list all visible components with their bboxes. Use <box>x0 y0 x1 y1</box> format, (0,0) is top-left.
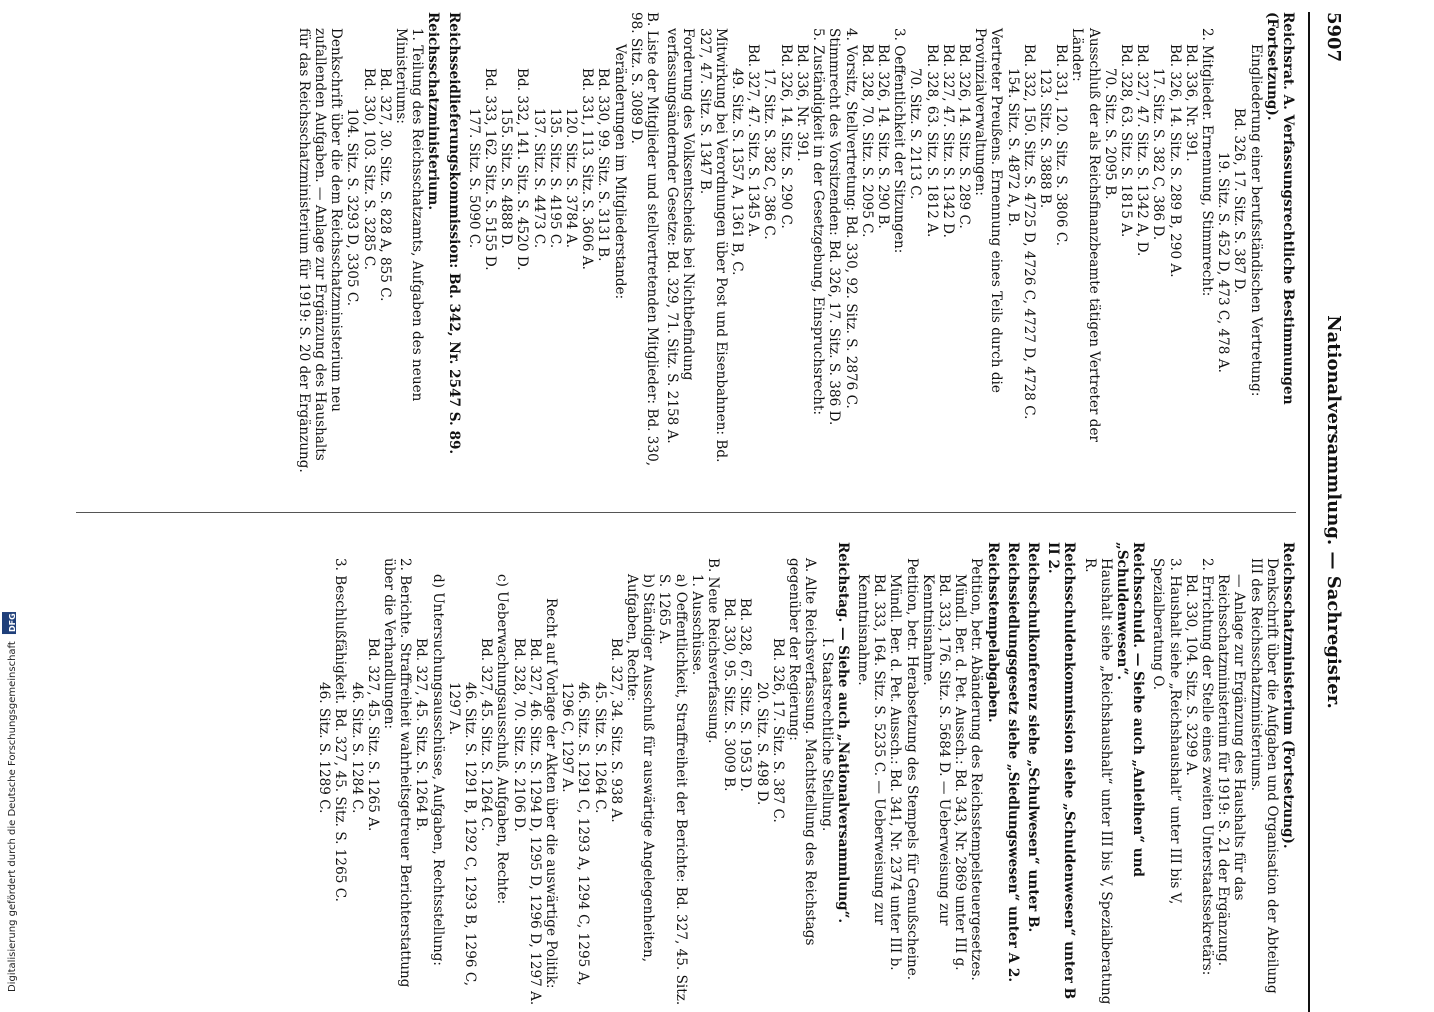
index-entry: Bd. 330, 99. Sitz. S. 3131 B. <box>595 68 612 262</box>
index-entry: Petition, betr. Abänderung des Reichsstempelsteuergesetzes. <box>968 558 985 981</box>
index-entry: b) Ständiger Ausschuß für auswärtige Angelegenheiten, Aufgaben, Rechte: <box>624 574 657 967</box>
index-entry: Bd. 333, 162. Sitz. S. 5155 D. <box>482 68 499 271</box>
index-entry: Reichsschulkonferenz siehe „Schulwesen“ unter B. <box>1024 542 1041 933</box>
index-entry: 17. Sitz. S. 382 C, 386 C. <box>761 68 778 240</box>
index-entry: Bd. 336, Nr. 391. <box>793 44 810 162</box>
index-entry: d) Untersuchungsausschüsse, Aufgaben, Rechtsstellung: <box>429 574 446 967</box>
index-entry: B. Liste der Mitglieder und stellvertretenden Mitglieder: Bd. 330, 98. Sitz. S. 3089 D. <box>627 12 661 471</box>
index-entry: 49. Sitz. S. 1357 A, 1361 B, C. <box>729 68 746 276</box>
index-entry: 46. Sitz. S. 1291 C, 1293 A, 1294 C, 1295 A, 1296 C, 1297 A. <box>559 682 592 991</box>
index-entry: 155. Sitz. S. 4888 D. <box>498 108 515 249</box>
column-divider <box>76 512 1296 513</box>
index-entry: Bd. 326, 17. Sitz. S. 387 D. <box>1231 108 1248 294</box>
index-entry: Bd. 328, 63. Sitz. S. 1812 A. <box>923 44 940 238</box>
index-entry: 4. Vorsitz, Stellvertretung: Bd. 330, 92. Sitz. S. 2876 C. Stimmrecht des Vorsitzenden: Bd. 326, 17. Sitz. S. 386 D. <box>826 28 859 426</box>
index-entry: 3. Oeffentlichkeit der Sitzungen: <box>891 28 908 254</box>
digitization-credit <box>2 612 18 992</box>
index-entry: 154. Sitz. S. 4872 A, B. <box>1004 68 1021 227</box>
index-entry: Reichsschatzministerium (Fortsetzung). <box>1280 542 1296 849</box>
index-entry: 3. Haushalt siehe „Reichshaushalt“ unter III bis V, Spezialberatung O. <box>1150 558 1183 909</box>
index-entry: c) Ueberwachungsausschuß, Aufgaben, Rechte: <box>494 574 511 905</box>
index-entry: 120. Sitz. S. 3784 A. <box>563 108 580 249</box>
index-entry: Reichsrat. A. Verfassungsrechtliche Bestimmungen (Fortsetzung). <box>1263 12 1296 410</box>
index-entry: 20. Sitz. S. 498 D. <box>753 682 770 806</box>
index-entry: 2. Mitglieder. Ernennung, Stimmrecht: <box>1198 28 1215 297</box>
index-entry: Veränderungen im Mitgliederstande: <box>611 44 628 300</box>
index-entry: 46. Sitz. S. 1291 B, 1292 C, 1293 B, 1296 C, 1297 A. <box>445 682 479 991</box>
index-entry: Bd. 327, 45. Sitz. S. 1264 B. <box>413 638 430 832</box>
index-entry: Mündl. Ber. d. Pet. Aussch.: Bd. 341, Nr. 2374 unter III b. <box>887 574 904 971</box>
index-entry: 3. Beschlußfähigkeit. Bd. 327, 45. Sitz. S. 1265 C. <box>332 558 349 902</box>
index-entry: Bd. 336, Nr. 391. <box>1182 44 1199 162</box>
index-entry: a) Oeffentlichkeit, Straffreiheit der Berichte: Bd. 327, 45. Sitz. S. 1265 A. <box>656 574 689 1010</box>
index-entry: Bd. 327, 30. Sitz. S. 828 A, 855 C. <box>376 68 393 302</box>
index-entry: 70. Sitz. S. 2113 C. <box>907 68 924 200</box>
index-entry: Reichsschuld. — Siehe auch „Anleihen“ und „Schuldenwesen“. <box>1113 542 1147 882</box>
column-left <box>296 12 1296 482</box>
header-rule <box>1308 12 1310 1012</box>
index-entry: Reichsschatzministerium. <box>425 12 442 211</box>
index-entry: Ausschluß der als Reichsfinanzbeamte tätigen Vertreter der Länder: <box>1069 28 1102 447</box>
index-entry: B. Neue Reichsverfassung. <box>705 558 722 744</box>
index-entry: — Anlage zur Ergänzung des Haushalts für das Reichsschatzministerium für 1919: S. 21 der Ergänzung. <box>1215 574 1248 967</box>
index-entry: Bd. 328, 70. Sitz. S. 2095 C. <box>858 44 875 238</box>
page-header <box>1316 12 1356 1012</box>
index-entry: Bd. 331, 113. Sitz. S. 3606 A. <box>579 68 596 270</box>
credit-text: Digitalisierung gefördert durch die Deutsche Forschungsgemeinschaft <box>7 641 18 992</box>
index-entry: Vertreter Preußens. Ernennung eines Teils durch die Provinzialverwaltungen: <box>972 28 1005 398</box>
index-entry: Bd. 333, 164. Sitz. S. 5235 C. — Ueberweisung zur Kenntnisnahme. <box>854 574 888 930</box>
index-entry: Reichssiedlungsgesetz siehe „Siedlungswesen“ unter A 2. <box>1004 542 1021 983</box>
index-entry: Bd. 326, 17. Sitz. S. 387 C. <box>769 638 786 823</box>
index-entry: Reichsschuldenkommission siehe „Schuldenwesen“ unter B II 2. <box>1045 542 1078 1004</box>
index-entry: 19. Sitz. S. 452 D, 473 C, 478 A. <box>1215 152 1232 373</box>
index-entry: 46. Sitz. S. 1284 C. <box>348 682 365 814</box>
index-entry: Denkschrift über die dem Reichsschatzministerium neu zufallenden Aufgaben. — Anlage zur Ergänzung des Haushalts für das Reichsschatzministerium für 1919: S. 20 der Ergänzung. <box>295 28 345 473</box>
index-entry: Mündl. Ber. d. Pet. Aussch.: Bd. 343, Nr. 2869 unter III g. <box>952 574 969 971</box>
index-entry: Forderung des Volksentscheids bei Nichtbefindung verfassungsändernder Gesetze: Bd. 329, 71. Sitz. S. 2158 A. <box>664 28 697 444</box>
index-entry: Eingliederung einer berufsständischen Vertretung: <box>1247 44 1264 397</box>
index-entry: 177. Sitz. S. 5090 C. <box>465 108 482 249</box>
index-entry: A. Alte Reichsverfassung. Machtstellung des Reichstags gegenüber der Regierung: <box>786 558 819 950</box>
index-entry: Bd. 332, 141. Sitz. S. 4520 D. <box>514 68 531 271</box>
index-entry: 45. Sitz. S. 1264 C. <box>591 682 608 814</box>
index-entry: Bd. 326, 14. Sitz. S. 289 C. <box>955 44 972 229</box>
running-title: Nationalversammlung. — Sachregister. <box>1323 315 1344 709</box>
index-entry: Haushalt siehe „Reichshaushalt“ unter III bis V, Spezialberatung R. <box>1081 558 1114 1009</box>
index-entry: Bd. 331, 120. Sitz. S. 3806 C. <box>1053 44 1070 247</box>
index-entry: 2. Errichtung der Stelle eines zweiten Unterstaatssekretärs: <box>1198 558 1215 976</box>
index-entry: 123. Sitz. S. 3888 B. <box>1036 68 1053 209</box>
index-entry: Bd. 330, 104. Sitz. S. 3299 A. <box>1182 574 1199 776</box>
index-entry: Bd. 326, 14. Sitz. S. 290 B. <box>874 44 891 229</box>
index-entry: 17. Sitz. S. 382 C, 386 D. <box>1150 68 1167 241</box>
index-entry: 70. Sitz. S. 2095 B. <box>1101 68 1118 200</box>
index-entry: 1. Teilung des Reichsschatzamts, Aufgaben des neuen Ministeriums: <box>393 28 426 406</box>
index-entry: Bd. 327, 47. Sitz. S. 1342 D. <box>939 44 956 238</box>
index-entry: Bd. 330, 95. Sitz. S. 3009 B. <box>721 598 738 792</box>
index-entry: 135. Sitz. S. 4195 C. <box>546 108 563 249</box>
index-entry: 46. Sitz. S. 1289 C. <box>316 682 333 814</box>
index-entry: Bd. 327, 46. Sitz. S. 1294 D, 1295 D, 1296 D, 1297 A. <box>526 638 543 1006</box>
index-entry: 104. Sitz. S. 3293 D, 3305 C. <box>344 108 361 307</box>
index-entry: 137. Sitz. S. 4473 C. <box>530 108 547 249</box>
index-entry: Bd. 330, 103. Sitz. S. 3285 C. <box>360 68 377 271</box>
index-entry: Mitwirkung bei Verordnungen über Post und Eisenbahnen: Bd. 327, 47. Sitz. S. 1347 B. <box>696 28 729 467</box>
index-entry: Reichsseidlieferungskommission: Bd. 342, Nr. 2547 S. 89. <box>445 12 462 455</box>
index-entry: Bd. 328, 70. Sitz. S. 2106 D. <box>510 638 527 832</box>
index-entry: Bd. 328, 67. Sitz. S. 1953 D. <box>737 598 754 792</box>
column-right <box>316 542 1296 1012</box>
index-entry: Bd. 328, 63. Sitz. S. 1815 A. <box>1117 44 1134 238</box>
index-entry: Bd. 327, 47. Sitz. S. 1342 A, D. <box>1134 44 1151 257</box>
index-entry: Bd. 333, 176. Sitz. S. 5684 D. — Ueberweisung zur Kenntnisnahme. <box>919 574 952 930</box>
dfg-logo: DFG <box>2 612 16 634</box>
index-entry: Denkschrift über die Aufgaben und Organisation der Abteilung III des Reichsschatzministeriums. <box>1247 558 1280 998</box>
index-entry: Recht auf Vorlage der Akten über die auswärtige Politik: <box>543 598 560 989</box>
index-entry: Bd. 326, 14. Sitz. S. 290 C. <box>777 44 794 229</box>
index-entry: Reichstag. — Siehe auch „Nationalversammlung“. <box>834 542 851 924</box>
index-entry: 2. Berichte. Straffreiheit wahrheitsgetreuer Berichterstattung über die Verhandlungen: <box>381 558 414 992</box>
index-entry: Reichsstempelabgaben. <box>984 542 1001 723</box>
index-entry: Bd. 327, 34. Sitz. S. 938 A. <box>607 638 624 823</box>
index-entry: Bd. 327, 45. Sitz. S. 1264 C. <box>478 638 495 832</box>
index-entry: Bd. 327, 45. Sitz. S. 1265 A. <box>364 638 381 832</box>
index-entry: Bd. 332, 150. Sitz. S. 4725 D, 4726 C, 4727 D, 4728 C. <box>1020 44 1037 420</box>
page-number: 5907 <box>1323 12 1344 63</box>
index-entry: Bd. 327, 47. Sitz. S. 1345 A. <box>745 44 762 238</box>
index-entry: Bd. 326, 14. Sitz. S. 289 B, 290 A. <box>1166 44 1183 278</box>
index-entry: I. Staatsrechtliche Stellung. <box>818 638 835 832</box>
index-entry: Petition, betr. Herabsetzung des Stempels für Genußscheine. <box>903 558 920 981</box>
index-entry: 1. Ausschüsse. <box>688 574 705 676</box>
index-entry: 5. Zuständigkeit in der Gesetzgebung, Einspruchsrecht: <box>810 28 827 416</box>
rotated-document-page <box>56 12 1356 1012</box>
